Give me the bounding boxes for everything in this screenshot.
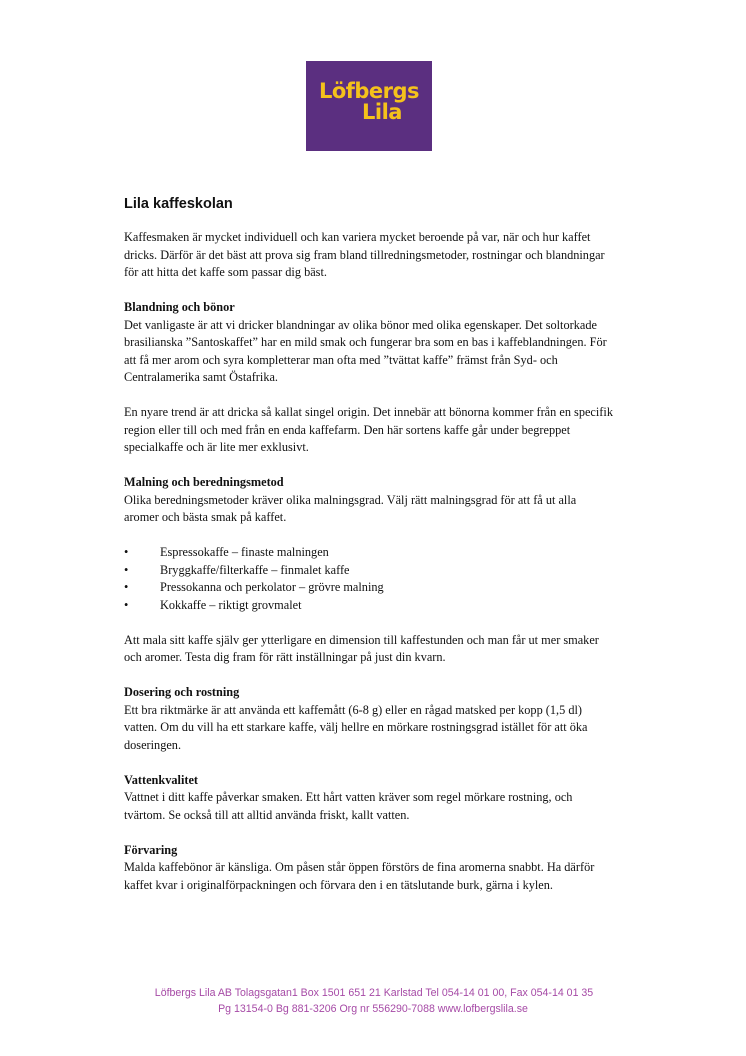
section-forvaring — [124, 842, 614, 895]
section-vattenkvalitet — [124, 772, 614, 825]
section-malning — [124, 474, 614, 667]
section-heading: Blandning och bönor — [124, 300, 235, 314]
list-item — [124, 579, 614, 597]
bullet-icon: • — [124, 597, 129, 612]
list-item-text: Espressokaffe – finaste malningen — [160, 545, 329, 559]
section-paragraph: Ett bra riktmärke är att använda ett kaffemått (6-8 g) eller en rågad matsked per kopp (1,5 dl) vatten. Om du vill ha ett starkare kaffe, välj hellre en mörkare rostningsgrad istället för att öka doseringen. — [124, 702, 588, 752]
section-paragraph: Malda kaffebönor är känsliga. Om påsen står öppen förstörs de fina aromerna snabbt. Ha därför kaffet kvar i originalförpackningen och förvara den i en tätslutande burk, gärna i kylen. — [124, 860, 595, 892]
bullet-icon: • — [124, 545, 129, 559]
document-body — [124, 194, 614, 912]
section-heading: Dosering och rostning — [124, 685, 240, 699]
section-paragraph: Olika beredningsmetoder kräver olika malningsgrad. Välj rätt malningsgrad för att få ut alla aromer och bästa smak på kaffet. — [124, 492, 577, 524]
list-item-text: Pressokanna och perkolator – grövre malning — [160, 580, 384, 594]
logo-text-line1: Löfbergs — [318, 79, 420, 103]
grind-level-list — [124, 544, 614, 614]
footer-address-line: Löfbergs Lila AB Tolagsgatan1 Box 1501 651 21 Karlstad Tel 054-14 01 00, Fax 054-14 01 35 — [154, 987, 594, 999]
list-item — [124, 597, 614, 615]
section-paragraph: En nyare trend är att dricka så kallat singel origin. Det innebär att bönorna kommer från en specifik region eller till och med från en enda kaffefarm. Den här sortens kaffe går under begreppet specialkaffe och är lite mer exklusivt. — [124, 405, 613, 454]
logo-text-line2: Lila — [362, 100, 402, 124]
list-item — [124, 562, 614, 580]
intro-paragraph: Kaffesmaken är mycket individuell och kan variera mycket beroende på var, när och hur kaffet dricks. Därför är det bäst att prova sig fram bland tillredningsmetoder, rostningar och blandningar för att hitta det kaffe som passar dig bäst. — [124, 230, 605, 279]
document-title: Lila kaffeskolan — [124, 196, 233, 212]
section-heading: Malning och beredningsmetod — [124, 475, 284, 489]
section-heading: Förvaring — [124, 842, 178, 857]
list-item — [124, 544, 614, 562]
section-paragraph: Att mala sitt kaffe själv ger ytterligare en dimension till kaffestunden och man får ut mer smaker och aromer. Testa dig fram för rätt inställningar på just din kvarn. — [124, 632, 599, 664]
list-item-text: Bryggkaffe/filterkaffe – finmalet kaffe — [160, 562, 350, 577]
bullet-icon: • — [124, 580, 129, 594]
section-paragraph: Det vanligaste är att vi dricker blandningar av olika bönor med olika egenskaper. Det soltorkade brasilianska ”Santoskaffet” har en mild smak och fungerar bra som en bas i kaffeblandningen. För att få mer arom och syra kompletterar man ofta med ”tvättat kaffe” främst från Syd- och Centralamerika samt Östafrika. — [124, 317, 607, 384]
bullet-icon: • — [124, 562, 129, 577]
section-paragraph: Vattnet i ditt kaffe påverkar smaken. Ett hårt vatten kräver som regel mörkare rostning, och tvärtom. Se också till att alltid använda friskt, kallt vatten. — [124, 790, 573, 822]
company-footer — [0, 986, 746, 1017]
lofbergs-lila-logo — [306, 61, 432, 151]
section-heading: Vattenkvalitet — [124, 772, 199, 787]
footer-registration-line: Pg 13154-0 Bg 881-3206 Org nr 556290-7088 www.lofbergslila.se — [218, 1002, 528, 1015]
section-dosering — [124, 684, 614, 754]
section-blandning — [124, 299, 614, 457]
list-item-text: Kokkaffe – riktigt grovmalet — [160, 597, 302, 612]
